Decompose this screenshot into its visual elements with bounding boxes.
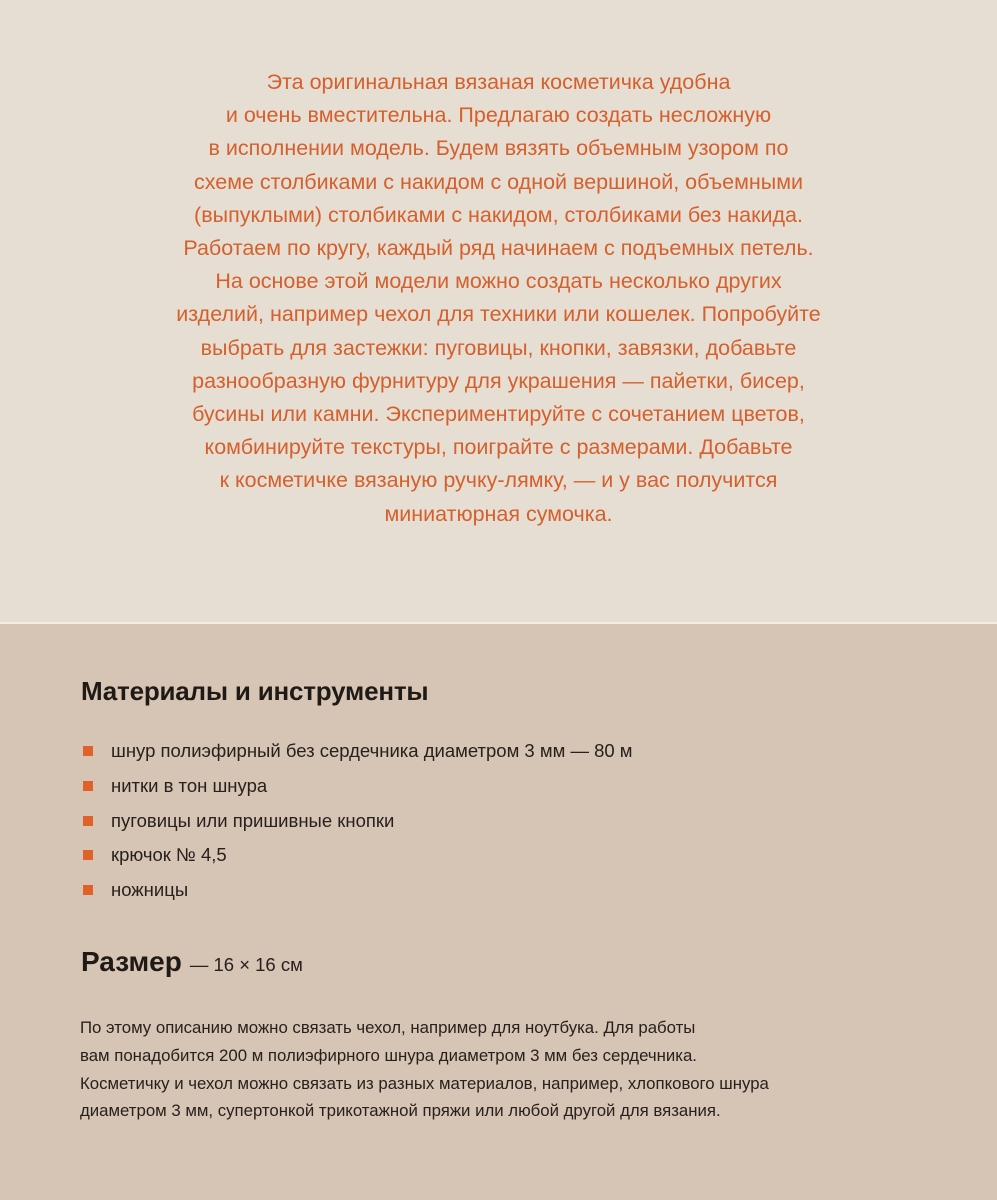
materials-heading: Материалы и инструменты: [81, 676, 429, 706]
note-paragraph: [80, 1014, 769, 1125]
size-heading: Размер: [81, 946, 182, 977]
list-item: [81, 842, 633, 877]
square-bullet-icon: [83, 885, 93, 895]
intro-line: и очень вместительна. Предлагаю создать несложную: [225, 103, 772, 128]
list-item: [81, 877, 633, 912]
intro-line: бусины или камни. Экспериментируйте с сочетанием цветов,: [192, 402, 805, 427]
intro-line: (выпуклыми) столбиками с накидом, столбиками без накида.: [194, 202, 803, 227]
list-item: [81, 738, 633, 773]
intro-line: миниатюрная сумочка.: [384, 501, 613, 526]
list-item-label: шнур полиэфирный без сердечника диаметром 3 мм — 80 м: [111, 740, 633, 761]
square-bullet-icon: [83, 781, 93, 791]
square-bullet-icon: [83, 850, 93, 860]
intro-text: [0, 66, 997, 531]
list-item-label: ножницы: [111, 879, 189, 901]
intro-line: выбрать для застежки: пуговицы, кнопки, завязки, добавьте: [200, 335, 797, 360]
size-line: [81, 946, 303, 978]
list-item-label: пуговицы или пришивные кнопки: [111, 809, 395, 831]
intro-line: разнообразную фурнитуру для украшения — пайетки, бисер,: [192, 368, 805, 393]
list-item: [81, 773, 633, 808]
intro-line: к косметичке вязаную ручку-лямку, — и у вас получится: [219, 468, 778, 493]
intro-line: На основе этой модели можно создать несколько других: [215, 269, 782, 294]
note-line: диаметром 3 мм, супертонкой трикотажной пряжи или любой другой для вязания.: [80, 1101, 721, 1121]
intro-line: Работаем по кругу, каждый ряд начинаем с подъемных петель.: [183, 236, 814, 261]
square-bullet-icon: [83, 746, 93, 756]
materials-list: [81, 738, 633, 912]
square-bullet-icon: [83, 816, 93, 826]
intro-line: комбинируйте текстуры, поиграйте с размерами. Добавьте: [204, 435, 793, 460]
intro-line: Эта оригинальная вязаная косметичка удобна: [266, 70, 731, 94]
note-line: По этому описанию можно связать чехол, например для ноутбука. Для работы: [80, 1018, 696, 1037]
intro-line: изделий, например чехол для техники или кошелек. Попробуйте: [176, 302, 821, 327]
list-item-label: крючок № 4,5: [111, 844, 227, 866]
note-line: вам понадобится 200 м полиэфирного шнура диаметром 3 мм без сердечника.: [80, 1045, 697, 1065]
intro-line: схеме столбиками с накидом с одной вершиной, объемными: [193, 169, 804, 194]
size-value: — 16 × 16 см: [189, 954, 303, 975]
list-item-label: нитки в тон шнура: [111, 774, 268, 796]
note-line: Косметичку и чехол можно связать из разных материалов, например, хлопкового шнура: [80, 1073, 769, 1093]
list-item: [81, 808, 633, 843]
intro-line: в исполнении модель. Будем вязять объемным узором по: [208, 136, 789, 161]
